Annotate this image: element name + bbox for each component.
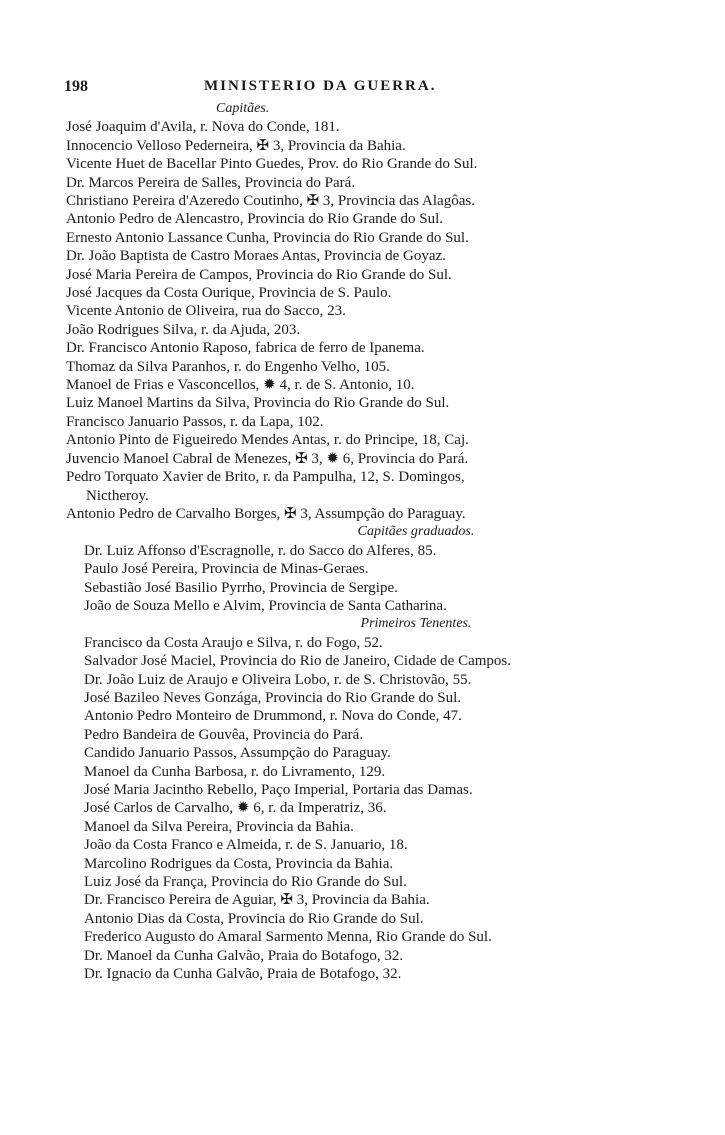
entry: Frederico Augusto do Amaral Sarmento Menna, Rio Grande do Sul. bbox=[84, 929, 492, 946]
section-capitaes-graduados bbox=[66, 523, 706, 615]
entry: José Joaquim d'Avila, r. Nova do Conde, 181. bbox=[66, 119, 340, 136]
entry: Paulo José Pereira, Provincia de Minas-Geraes. bbox=[84, 561, 369, 578]
entry: Antonio Pedro de Alencastro, Provincia do Rio Grande do Sul. bbox=[66, 211, 444, 228]
entry: Antonio Pinto de Figueiredo Mendes Antas, r. do Principe, 18, Caj. bbox=[66, 432, 469, 449]
entry: Antonio Dias da Costa, Provincia do Rio Grande do Sul. bbox=[84, 910, 424, 927]
entry: Francisco Januario Passos, r. da Lapa, 102. bbox=[66, 413, 324, 430]
entry: Christiano Pereira d'Azeredo Coutinho, ✠ 3, Provincia das Alagôas. bbox=[66, 193, 475, 210]
page-body bbox=[66, 100, 706, 983]
entry: Dr. Francisco Antonio Raposo, fabrica de ferro de Ipanema. bbox=[66, 340, 425, 357]
entry: Dr. João Baptista de Castro Moraes Antas, Provincia de Goyaz. bbox=[66, 248, 446, 265]
entry: José Carlos de Carvalho, ✹ 6, r. da Imperatriz, 36. bbox=[84, 800, 387, 817]
entry: Manoel de Frias e Vasconcellos, ✹ 4, r. de S. Antonio, 10. bbox=[66, 377, 415, 394]
entry: Dr. Luiz Affonso d'Escragnolle, r. do Sacco do Alferes, 85. bbox=[84, 542, 437, 559]
running-title: MINISTERIO DA GUERRA. bbox=[204, 78, 437, 94]
section-heading: Primeiros Tenentes. bbox=[360, 616, 472, 632]
entry: Innocencio Velloso Pederneira, ✠ 3, Provincia da Bahia. bbox=[66, 137, 406, 154]
entry: Vicente Antonio de Oliveira, rua do Sacco, 23. bbox=[66, 303, 346, 320]
entry: Thomaz da Silva Paranhos, r. do Engenho Velho, 105. bbox=[66, 358, 390, 375]
entry: Ernesto Antonio Lassance Cunha, Provincia do Rio Grande do Sul. bbox=[66, 229, 469, 246]
section-primeiros-tenentes bbox=[66, 615, 706, 983]
section-heading: Capitães graduados. bbox=[357, 524, 475, 540]
entry: José Maria Jacintho Rebello, Paço Imperial, Portaria das Damas. bbox=[84, 781, 473, 798]
entry: Manoel da Cunha Barbosa, r. do Livramento, 129. bbox=[84, 763, 386, 780]
section-heading: Capitães. bbox=[216, 101, 270, 116]
entry: Juvencio Manoel Cabral de Menezes, ✠ 3, ✹ 6, Provincia do Pará. bbox=[66, 450, 469, 467]
entry: José Jacques da Costa Ourique, Provincia de S. Paulo. bbox=[66, 285, 392, 302]
entry: Francisco da Costa Araujo e Silva, r. do Fogo, 52. bbox=[84, 634, 383, 651]
page-header bbox=[64, 78, 664, 100]
entry: Manoel da Silva Pereira, Provincia da Bahia. bbox=[84, 818, 354, 835]
entry: José Bazileo Neves Gonzága, Provincia do Rio Grande do Sul. bbox=[84, 689, 461, 706]
entry: Pedro Torquato Xavier de Brito, r. da Pampulha, 12, S. Domingos, bbox=[66, 469, 465, 486]
entry: João de Souza Mello e Alvim, Provincia de Santa Catharina. bbox=[84, 597, 447, 614]
section-capitaes bbox=[66, 100, 706, 523]
entry: Antonio Pedro de Carvalho Borges, ✠ 3, Assumpção do Paraguay. bbox=[66, 505, 466, 522]
entry: Luiz José da França, Provincia do Rio Grande do Sul. bbox=[84, 874, 407, 891]
entry: Luiz Manoel Martins da Silva, Provincia do Rio Grande do Sul. bbox=[66, 395, 450, 412]
entry: Salvador José Maciel, Provincia do Rio de Janeiro, Cidade de Campos. bbox=[84, 653, 511, 670]
entry: Dr. João Luiz de Araujo e Oliveira Lobo, r. de S. Christovão, 55. bbox=[84, 671, 472, 688]
page-number: 198 bbox=[64, 78, 88, 95]
entry: Antonio Pedro Monteiro de Drummond, r. Nova do Conde, 47. bbox=[84, 708, 462, 725]
entry: Marcolino Rodrigues da Costa, Provincia da Bahia. bbox=[84, 855, 394, 872]
entry: Dr. Manoel da Cunha Galvão, Praia do Botafogo, 32. bbox=[84, 947, 404, 964]
entry: Pedro Bandeira de Gouvêa, Provincia do Pará. bbox=[84, 726, 364, 743]
entry: Dr. Francisco Pereira de Aguiar, ✠ 3, Provincia da Bahia. bbox=[84, 892, 430, 909]
entry: José Maria Pereira de Campos, Provincia do Rio Grande do Sul. bbox=[66, 266, 452, 283]
entry: Dr. Marcos Pereira de Salles, Provincia do Pará. bbox=[66, 174, 356, 191]
entry: Sebastião José Basilio Pyrrho, Provincia de Sergipe. bbox=[84, 579, 398, 596]
entry: Candido Januario Passos, Assumpção do Paraguay. bbox=[84, 745, 391, 762]
entry: João Rodrigues Silva, r. da Ajuda, 203. bbox=[66, 321, 301, 338]
entry-continuation: Nictheroy. bbox=[86, 487, 149, 504]
entry: João da Costa Franco e Almeida, r. de S. Januario, 18. bbox=[84, 837, 408, 854]
entry: Vicente Huet de Bacellar Pinto Guedes, Prov. do Rio Grande do Sul. bbox=[66, 156, 478, 173]
entry: Dr. Ignacio da Cunha Galvão, Praia de Botafogo, 32. bbox=[84, 966, 402, 983]
